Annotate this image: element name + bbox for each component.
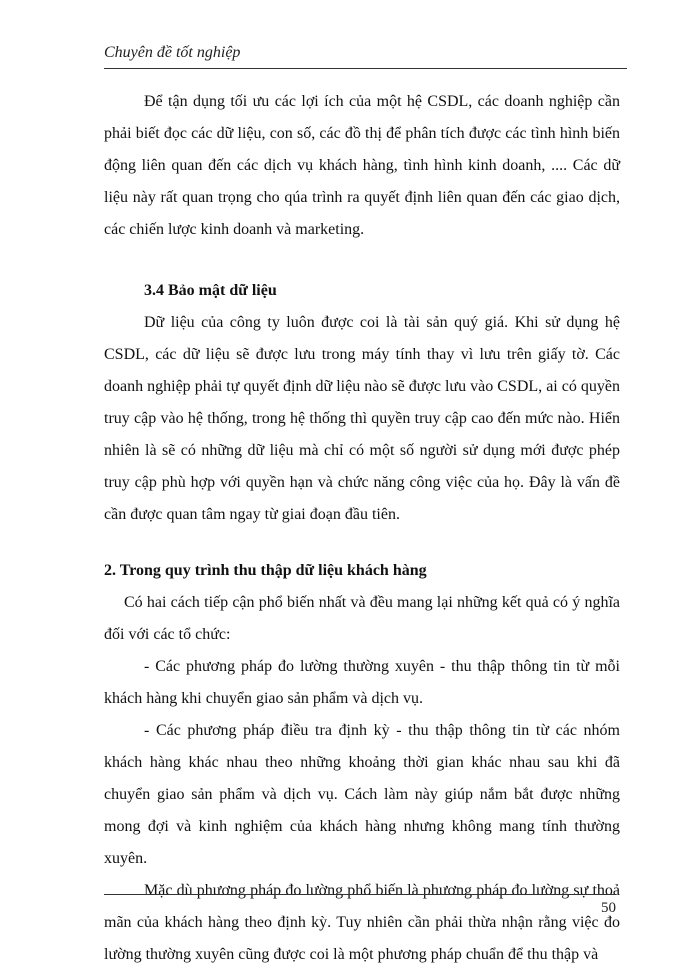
list-item-regular-measurement: - Các phương pháp đo lường thường xuyên - thu thập thông tin từ mỗi khách hàng khi chuyển giao sản phẩm và dịch vụ. (104, 658, 620, 707)
running-header-title: Chuyên đề tốt nghiệp (104, 44, 241, 61)
section-heading-2: 2. Trong quy trình thu thập dữ liệu khách hàng (104, 562, 427, 579)
list-item-periodic-survey: - Các phương pháp điều tra định kỳ - thu thập thông tin từ các nhóm khách hàng khác nhau theo những khoảng thời gian khác nhau sau khi đã chuyển giao sản phẩm và dịch vụ. Cách làm này giúp nắm bắt được những mong đợi và kinh nghiệm của khách hàng nhưng không mang tính thường xuyên. (104, 722, 620, 867)
document-body (104, 86, 620, 971)
paragraph-approaches-intro: Có hai cách tiếp cận phổ biến nhất và đều mang lại những kết quả có ý nghĩa đối với các tổ chức: (104, 594, 620, 643)
section-heading-3-4: 3.4 Bảo mật dữ liệu (144, 282, 277, 299)
paragraph-database-usage: Để tận dụng tối ưu các lợi ích của một hệ CSDL, các doanh nghiệp cần phải biết đọc các dữ liệu, con số, các đồ thị để phân tích được các tình hình biến động liên quan đến các dịch vụ khách hàng, tình hình kinh doanh, .... Các dữ liệu này rất quan trọng cho qúa trình ra quyết định liên quan đến các giao dịch, các chiến lược kinh doanh và marketing. (104, 93, 620, 238)
paragraph-data-security: Dữ liệu của công ty luôn được coi là tài sản quý giá. Khi sử dụng hệ CSDL, các dữ liệu sẽ được lưu trong máy tính thay vì lưu trên giấy tờ. Các doanh nghiệp phải tự quyết định dữ liệu nào sẽ được lưu vào CSDL, ai có quyền truy cập vào hệ thống, trong hệ thống thì quyền truy cập cao đến mức nào. Hiển nhiên là sẽ có những dữ liệu mà chỉ có một số người sử dụng mới được phép truy cập phù hợp với quyền hạn và chức năng công việc của họ. Đây là vấn đề cần được quan tâm ngay từ giai đoạn đầu tiên. (104, 314, 620, 523)
paragraph-satisfaction-measurement: Mặc dù phương pháp đo lường phổ biến là phương pháp đo lường sự thoả mãn của khách hàng theo định kỳ. Tuy nhiên cần phải thừa nhận rằng việc đo lường thường xuyên cũng được coi là một phương pháp chuẩn để thu thập và (104, 882, 620, 963)
header-rule (104, 68, 627, 69)
footer-rule (104, 894, 616, 895)
page-number: 50 (601, 900, 616, 916)
